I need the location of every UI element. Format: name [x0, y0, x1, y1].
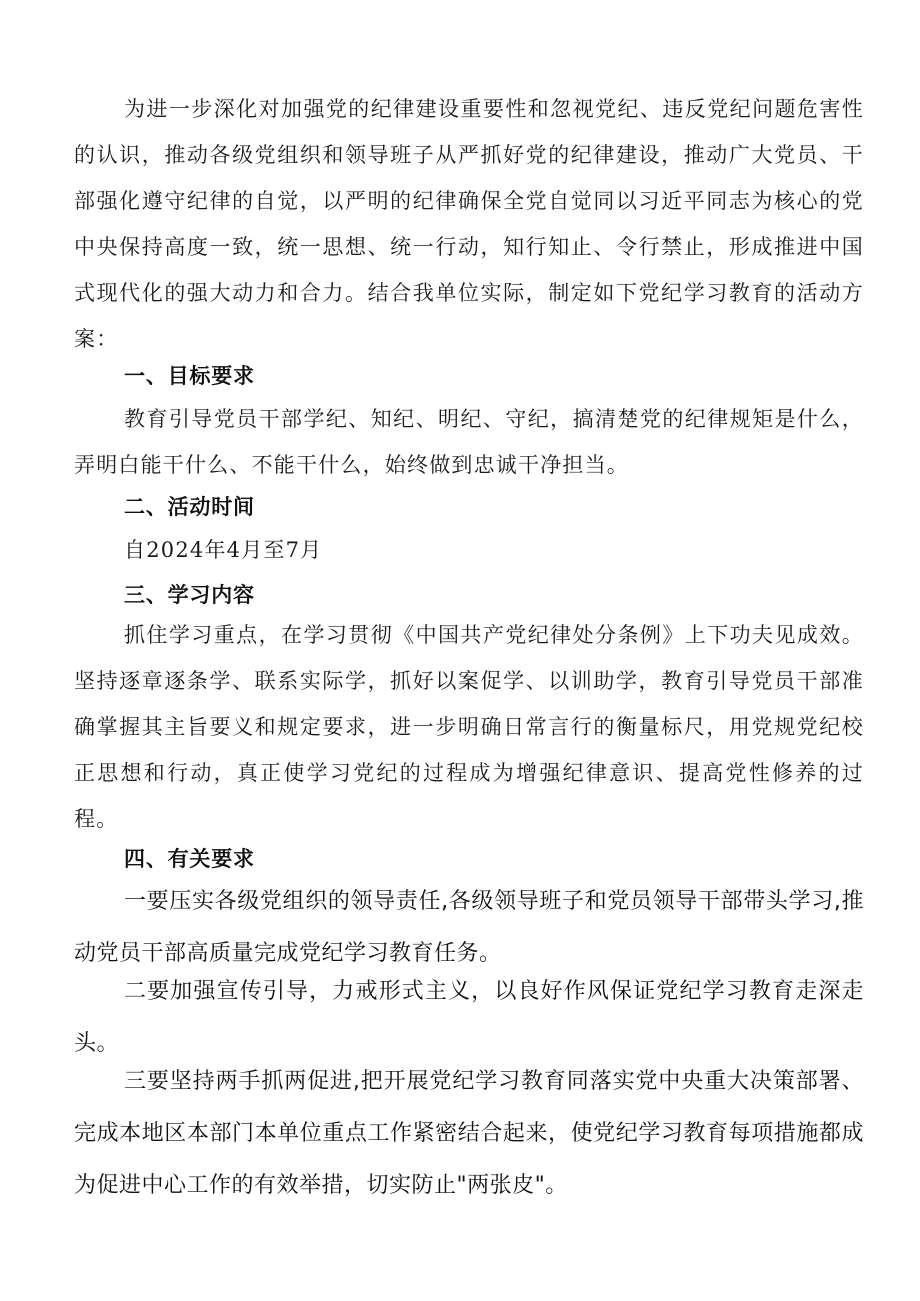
requirement-item-1: 一要压实各级党组织的领导责任,各级领导班子和党员领导干部带头学习,推动党员干部高质量完成党纪学习教育任务。 [74, 889, 864, 966]
section-heading-time: 二、活动时间 [124, 495, 255, 519]
section-body-time: 自2024年4月至7月 [124, 538, 323, 562]
section-body-goals: 教育引导党员干部学纪、知纪、明纪、守纪，搞清楚党的纪律规矩是什么，弄明白能干什么、不能干什么，始终做到忠诚干净担当。 [74, 407, 864, 477]
section-body-content: 抓住学习重点，在学习贯彻《中国共产党纪律处分条例》上下功夫见成效。坚持逐章逐条学、联系实际学，抓好以案促学、以训助学，教育引导党员干部准确掌握其主旨要义和规定要求，进一步明确日常言行的衡量标尺，用党规党纪校正思想和行动，真正使学习党纪的过程成为增强纪律意识、提高党性修养的过程。 [74, 623, 864, 831]
section-heading-content: 三、学习内容 [124, 583, 255, 607]
section-heading-goals: 一、目标要求 [124, 364, 255, 388]
requirement-item-2: 二要加强宣传引导，力戒形式主义，以良好作风保证党纪学习教育走深走头。 [74, 979, 864, 1056]
section-heading-requirements: 四、有关要求 [124, 847, 255, 871]
requirement-item-3: 三要坚持两手抓两促进,把开展党纪学习教育同落实党中央重大决策部署、完成本地区本部门本单位重点工作紧密结合起来，使党纪学习教育每项措施都成为促进中心工作的有效举措，切实防止"两张皮"。 [74, 1069, 864, 1198]
intro-paragraph: 为进一步深化对加强党的纪律建设重要性和忽视党纪、违反党纪问题危害性的认识，推动各级党组织和领导班子从严抓好党的纪律建设，推动广大党员、干部强化遵守纪律的自觉，以严明的纪律确保全党自觉同以习近平同志为核心的党中央保持高度一致，统一思想、统一行动，知行知止、令行禁止，形成推进中国式现代化的强大动力和合力。结合我单位实际，制定如下党纪学习教育的活动方案： [74, 97, 864, 351]
